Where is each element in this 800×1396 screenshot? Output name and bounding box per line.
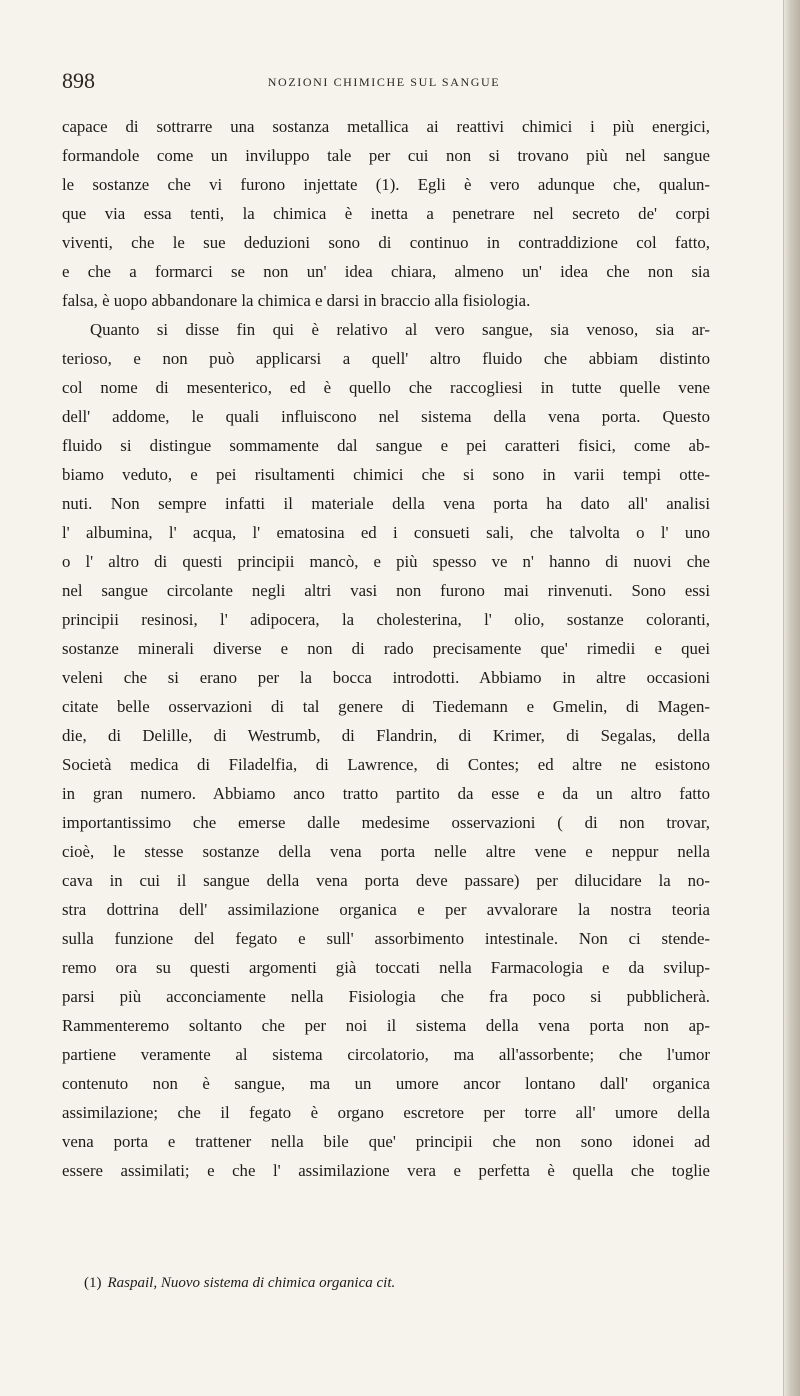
text-line: falsa, è uopo abbandonare la chimica e darsi in braccio alla fisiologia. [62,291,531,310]
page-header [62,68,702,98]
text-line: sostanze minerali diverse e non di rado precisamente que' rimedii e quei [62,639,710,658]
text-line-paragraph-start: Quanto si disse fin qui è relativo al vero sangue, sia venoso, sia ar- [90,320,710,339]
text-line: e che a formarci se non un' idea chiara, almeno un' idea che non sia [62,262,710,281]
text-line: veleni che si erano per la bocca introdotti. Abbiamo in altre occasioni [62,668,710,687]
text-line: vena porta e trattener nella bile que' principii che non sono idonei ad [62,1132,710,1151]
page-number: 898 [62,68,95,93]
text-line: le sostanze che vi furono injettate (1). Egli è vero adunque che, qualun- [62,175,710,194]
text-line: cava in cui il sangue della vena porta deve passare) per dilucidare la no- [62,871,710,890]
text-line: essere assimilati; e che l' assimilazione vera e perfetta è quella che toglie [62,1161,710,1180]
text-line: l' albumina, l' acqua, l' ematosina ed i consueti sali, che talvolta o l' uno [62,523,710,542]
text-line: capace di sottrarre una sostanza metallica ai reattivi chimici i più energici, [62,117,710,136]
text-line: contenuto non è sangue, ma un umore ancor lontano dall' organica [62,1074,710,1093]
body-text [62,112,710,1185]
binding-gutter [784,0,800,1396]
text-line: dell' addome, le quali influiscono nel sistema della vena porta. Questo [62,407,710,426]
text-line: die, di Delille, di Westrumb, di Flandrin, di Krimer, di Segalas, della [62,726,710,745]
text-line: citate belle osservazioni di tal genere di Tiedemann e Gmelin, di Magen- [62,697,710,716]
text-line: que via essa tenti, la chimica è inetta a penetrare nel secreto de' corpi [62,204,710,223]
text-line: in gran numero. Abbiamo anco tratto partito da esse e da un altro fatto [62,784,710,803]
text-line: biamo veduto, e pei risultamenti chimici che si sono in varii tempi otte- [62,465,710,484]
text-line: partiene veramente al sistema circolatorio, ma all'assorbente; che l'umor [62,1045,710,1064]
text-line: nuti. Non sempre infatti il materiale della vena porta ha dato all' analisi [62,494,710,513]
text-line: stra dottrina dell' assimilazione organica e per avvalorare la nostra teoria [62,900,710,919]
text-line: assimilazione; che il fegato è organo escretore per torre all' umore della [62,1103,710,1122]
text-line: Società medica di Filadelfia, di Lawrence, di Contes; ed altre ne esistono [62,755,710,774]
text-line: viventi, che le sue deduzioni sono di continuo in contraddizione col fatto, [62,233,710,252]
text-line: terioso, e non può applicarsi a quell' altro fluido che abbiam distinto [62,349,710,368]
footnote-text: Raspail, Nuovo sistema di chimica organica cit. [107,1275,396,1291]
text-line: parsi più acconciamente nella Fisiologia che fra poco si pubblicherà. [62,987,710,1006]
text-line: col nome di mesenterico, ed è quello che raccogliesi in tutte quelle vene [62,378,710,397]
text-line: formandole come un inviluppo tale per cui non si trovano più nel sangue [62,146,710,165]
running-head: NOZIONI CHIMICHE SUL SANGUE [267,75,501,89]
text-line: remo ora su questi argomenti già toccati nella Farmacologia e da svilup- [62,958,710,977]
footnote [84,1272,704,1294]
footnote-mark: (1) [84,1275,102,1291]
text-line: nel sangue circolante negli altri vasi non furono mai rinvenuti. Sono essi [62,581,710,600]
text-line: Rammenteremo soltanto che per noi il sistema della vena porta non ap- [62,1016,710,1035]
text-line: importantissimo che emerse dalle medesime osservazioni ( di non trovar, [62,813,710,832]
text-line: o l' altro di questi principii mancò, e più spesso ve n' hanno di nuovi che [62,552,710,571]
text-line: cioè, le stesse sostanze della vena porta nelle altre vene e neppur nella [62,842,710,861]
text-line: principii resinosi, l' adipocera, la cholesterina, l' olio, sostanze coloranti, [62,610,710,629]
text-line: sulla funzione del fegato e sull' assorbimento intestinale. Non ci stende- [62,929,710,948]
text-line: fluido si distingue sommamente dal sangue e pei caratteri fisici, come ab- [62,436,710,455]
